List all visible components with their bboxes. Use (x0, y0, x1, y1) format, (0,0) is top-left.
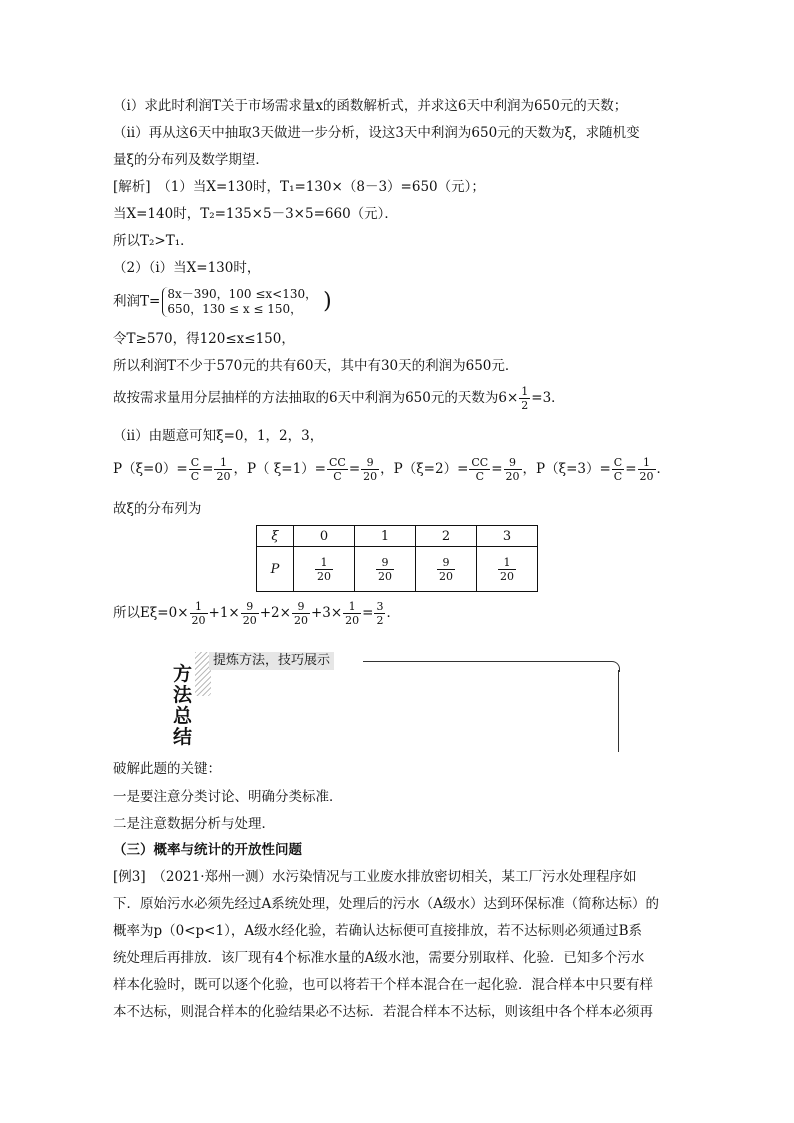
p2-frac-a: $\frac{CC}{C}$ (471, 456, 489, 483)
example-line-4: 统处理后再排放．该厂现有4个标准水量的A级水池，需要分别取样、化验．已知多个污水 (113, 950, 645, 966)
solution-line-1: [解析] （1）当X=130时，T₁=130×（8－3）=650（元）； (113, 179, 485, 195)
piecewise-case-1: 8x－390，100 ≤x<130， (167, 287, 318, 301)
piecewise-brace (162, 287, 317, 317)
p1-label: ，P（ ξ=1）= (233, 461, 326, 477)
closing-paren: ) (323, 289, 332, 314)
p0-frac-a: $\frac{C}{C}$ (190, 456, 200, 483)
piecewise-case-2: 650，130 ≤ x ≤ 150， (167, 302, 303, 316)
p1-frac-a: $\frac{CC}{C}$ (329, 456, 346, 483)
frac-den: 2 (521, 399, 529, 412)
expectation-line: 所以Eξ=0× $\frac{1}{20}$ +1× $\frac{9}{20}$ +2× $\frac{9}{20}$ +3× $\frac{1}{20}$ = $\frac{3}{2}$ ． (113, 600, 400, 627)
example-line-6: 本不达标，则混合样本的化验结果必不达标．若混合样本不达标，则该组中各个样本必须再 (113, 1004, 653, 1020)
example-line-1: [例3] （2021·郑州一测）水污染情况与工业废水排放密切相关，某工厂污水处理程序如 (113, 869, 637, 885)
p0-frac-b: $\frac{1}{20}$ (216, 456, 231, 483)
method-label: 提炼方法，技巧展示 (209, 652, 334, 670)
distribution-table (256, 525, 538, 592)
table-row (257, 526, 538, 547)
divider (363, 661, 611, 662)
table-cell: $\frac{9}{20}$ (355, 547, 416, 592)
line7-text: 故按需求量用分层抽样的方法抽取的6天中利润为650元的天数为6× (113, 390, 519, 406)
table-cell: $\frac{1}{20}$ (294, 547, 355, 592)
p2-label: ，P（ξ=2）= (380, 461, 469, 477)
divider-vertical (618, 670, 619, 752)
solution-line-3: 所以T₂>T₁． (113, 233, 194, 249)
example-line-2: 下．原始污水必须先经过A系统处理，处理后的污水（A级水）达到环保标准（简称达标）的 (113, 896, 659, 912)
summary-line-1: 破解此题的关键： (113, 761, 221, 777)
p3-frac-a: $\frac{C}{C}$ (613, 456, 623, 483)
table-head-p: P (257, 547, 294, 592)
piecewise-prefix: 利润T= (113, 293, 161, 310)
p3-frac-b: $\frac{1}{20}$ (639, 456, 654, 483)
section-heading: （三）概率与统计的开放性问题 (113, 842, 302, 858)
p0-label: P（ξ=0）= (113, 461, 188, 477)
table-head-xi: ξ (257, 526, 294, 547)
solution-line-6: 所以利润T不少于570元的共有60天，其中有30天的利润为650元． (113, 358, 519, 374)
p3-label: ，P（ξ=3）= (522, 461, 611, 477)
solution-line-7 (113, 385, 565, 412)
method-summary-box (165, 652, 621, 752)
table-cell: $\frac{1}{20}$ (477, 547, 538, 592)
table-cell: 1 (355, 526, 416, 547)
solution-line-8: （ⅱ）由题意可知ξ=0，1，2，3， (113, 428, 324, 444)
table-row (257, 547, 538, 592)
piecewise-function (113, 287, 332, 317)
p1-frac-b: $\frac{9}{20}$ (363, 456, 378, 483)
table-cell: 3 (477, 526, 538, 547)
distribution-intro: 故ξ的分布列为 (113, 501, 202, 517)
solution-line-4: （2）（ⅰ）当X=130时， (113, 260, 261, 276)
method-vertical-title: 方法总结 (173, 663, 193, 748)
solution-line-2: 当X=140时，T₂=135×5－3×5=660（元）． (113, 206, 398, 222)
question-part-ii: （ⅱ）再从这6天中抽取3天做进一步分析，设这3天中利润为650元的天数为ξ，求随机变 (113, 125, 640, 141)
probability-line: P（ξ=0）= $\frac{C}{C}$ = $\frac{1}{20}$ ，P（ ξ=1）= $\frac{CC}{C}$ = $\frac{9}{20}$ ，P（ξ=2）= $\frac{CC}{C}$ = $\frac{9}{20}$ ，P（ξ=3）= $\frac{C}{C}$ = $\frac{1}{20}$ ． (113, 456, 671, 483)
example-line-3: 概率为p（0<p<1），A级水经化验，若确认达标便可直接排放，若不达标则必须通过B系 (113, 923, 643, 939)
summary-line-3: 二是注意数据分析与处理． (113, 816, 275, 832)
example-line-5: 样本化验时，既可以逐个化验，也可以将若干个样本混合在一起化验．混合样本中只要有样 (113, 977, 653, 993)
summary-line-2: 一是要注意分类讨论、明确分类标准． (113, 789, 343, 805)
table-cell: 2 (416, 526, 477, 547)
question-part-ii-cont: 量ξ的分布列及数学期望． (113, 152, 269, 168)
fraction-half (519, 385, 530, 412)
solution-line-5: 令T≥570，得120≤x≤150， (113, 331, 295, 347)
frac-num: 1 (521, 385, 529, 398)
table-cell: 0 (294, 526, 355, 547)
question-part-i: （ⅰ）求此时利润T关于市场需求量x的函数解析式，并求这6天中利润为650元的天数； (113, 98, 628, 114)
table-cell: $\frac{9}{20}$ (416, 547, 477, 592)
line7-suffix: =3． (531, 390, 565, 406)
p2-frac-b: $\frac{9}{20}$ (505, 456, 520, 483)
